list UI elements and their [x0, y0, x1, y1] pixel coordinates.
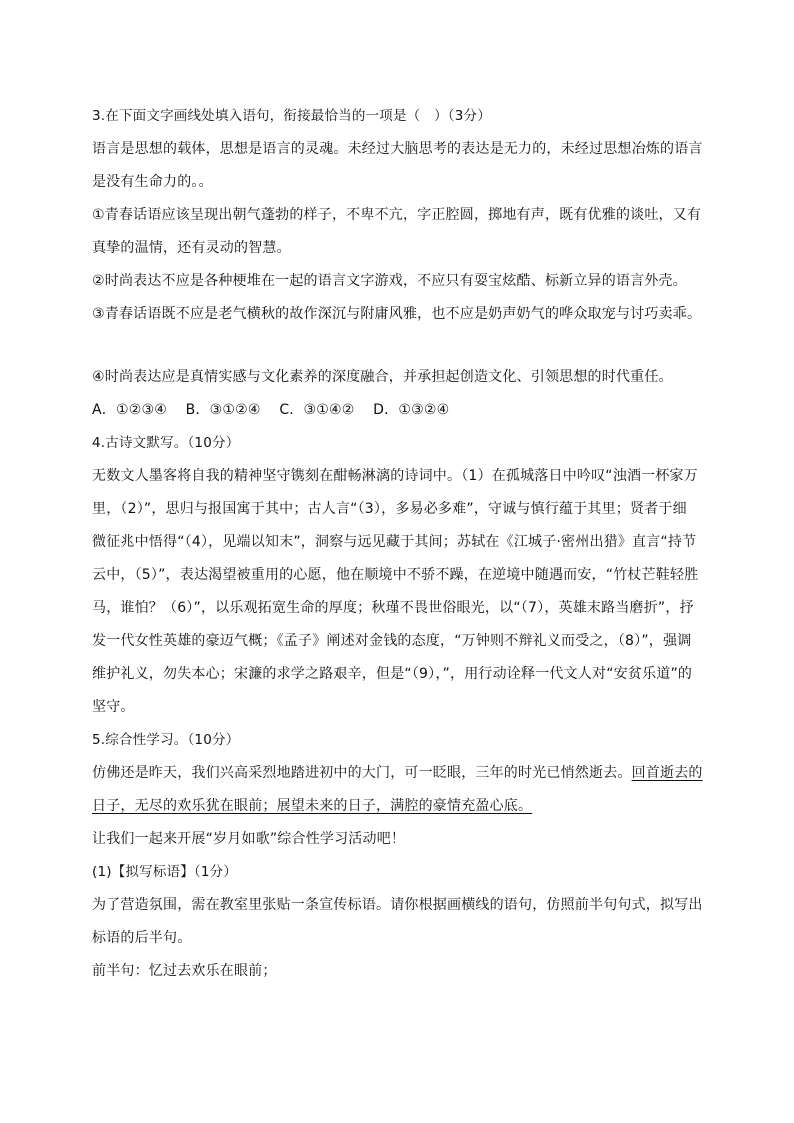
q3-sentence-2: ②时尚表达不应是各种梗堆在一起的语言文字游戏，不应只有耍宝炫酷、标新立异的语言外壳。	[92, 273, 687, 289]
q3-option-b: B．③①②④	[185, 402, 261, 418]
spacer	[92, 331, 712, 361]
q5-sub1-instruction-2: 标语的后半句。	[92, 930, 192, 946]
question-3-title: 3.在下面文字画线处填入语句，衔接最恰当的一项是（ ）（3分）	[92, 108, 491, 124]
question-5-title: 5.综合性学习。（10分）	[92, 732, 240, 748]
q5-paragraph-line-2	[92, 790, 712, 823]
question-4-title: 4.古诗文默写。（10分）	[92, 435, 240, 451]
q3-options	[92, 394, 712, 427]
q4-line: 维护礼义，勿失本心；宋濂的求学之路艰辛，但是“（9），”，用行动诠释一代文人对“安贫乐道”的	[92, 666, 693, 682]
q5-sub1-instruction-1: 为了营造氛围，需在教室里张贴一条宣传标语。请你根据画横线的语句，仿照前半句句式，拟写出	[92, 897, 703, 913]
q3-option-d: D．①③②④	[373, 402, 450, 418]
q3-sentence-4: ④时尚表达应是真情实感与文化素养的深度融合，并承担起创造文化、引领思想的时代重任。	[92, 369, 673, 385]
q3-sentence-1-line-1: ①青春话语应该呈现出朝气蓬勃的样子，不卑不亢，字正腔圆，掷地有声，既有优雅的谈吐，又有	[92, 207, 702, 223]
q5-paragraph-line-1	[92, 757, 712, 790]
q5-underlined-text: 回首逝去的	[631, 765, 703, 781]
q4-line: 微征兆中悟得“（4），见端以知末”，洞察与远见藏于其间；苏轼在《江城子·密州出猎》直言“持节	[92, 534, 697, 550]
q4-line: 云中，（5）”，表达渴望被重用的心愿，他在顺境中不骄不躁，在逆境中随遇而安，“竹杖芒鞋轻胜	[92, 567, 699, 583]
q5-sub1-first-half: 前半句：忆过去欢乐在眼前；	[92, 963, 277, 979]
exam-page	[92, 100, 712, 988]
q3-option-c: C．③①④②	[279, 402, 355, 418]
q4-line: 发一代女性英雄的豪迈气概；《孟子》阐述对金钱的态度，“万钟则不辩礼义而受之，（8）”，强调	[92, 633, 692, 649]
q3-sentence-3: ③青春话语既不应是老气横秋的故作深沉与附庸风雅，也不应是奶声奶气的哗众取宠与讨巧卖乖。	[92, 306, 702, 322]
q4-line: 坚守。	[92, 699, 135, 715]
q5-activity-call: 让我们一起来开展“岁月如歌”综合性学习活动吧！	[92, 831, 406, 847]
q3-sentence-1-line-2: 真挚的温情，还有灵动的智慧。	[92, 240, 291, 256]
q5-intro-text: 仿佛还是昨天，我们兴高采烈地踏进初中的大门，可一眨眼，三年的时光已悄然逝去。	[92, 765, 632, 781]
q3-option-a: A．①②③④	[92, 402, 167, 418]
q3-intro-line-1: 语言是思想的载体，思想是语言的灵魂。未经过大脑思考的表达是无力的，未经过思想冶炼的语言	[92, 141, 703, 157]
q3-intro-line-2: 是没有生命力的。。	[92, 174, 213, 190]
q4-line: 无数文人墨客将自我的精神坚守镌刻在酣畅淋漓的诗词中。（1）在孤城落日中吟叹“浊酒一杯家万	[92, 468, 698, 484]
q5-underlined-text: 日子，无尽的欢乐犹在眼前；展望未来的日子，满腔的豪情充盈心底。	[92, 798, 533, 814]
q4-line: 马，谁怕？（6）”，以乐观拓宽生命的厚度；秋瑾不畏世俗眼光，以“（7），英雄末路当磨折”，抒	[92, 600, 694, 616]
q4-line: 里，（2）”，思归与报国寓于其中；古人言“（3），多易必多难”，守诚与慎行蕴于其里；贤者于细	[92, 501, 687, 517]
q5-sub1-title: (1)【拟写标语】（1分）	[92, 864, 238, 880]
